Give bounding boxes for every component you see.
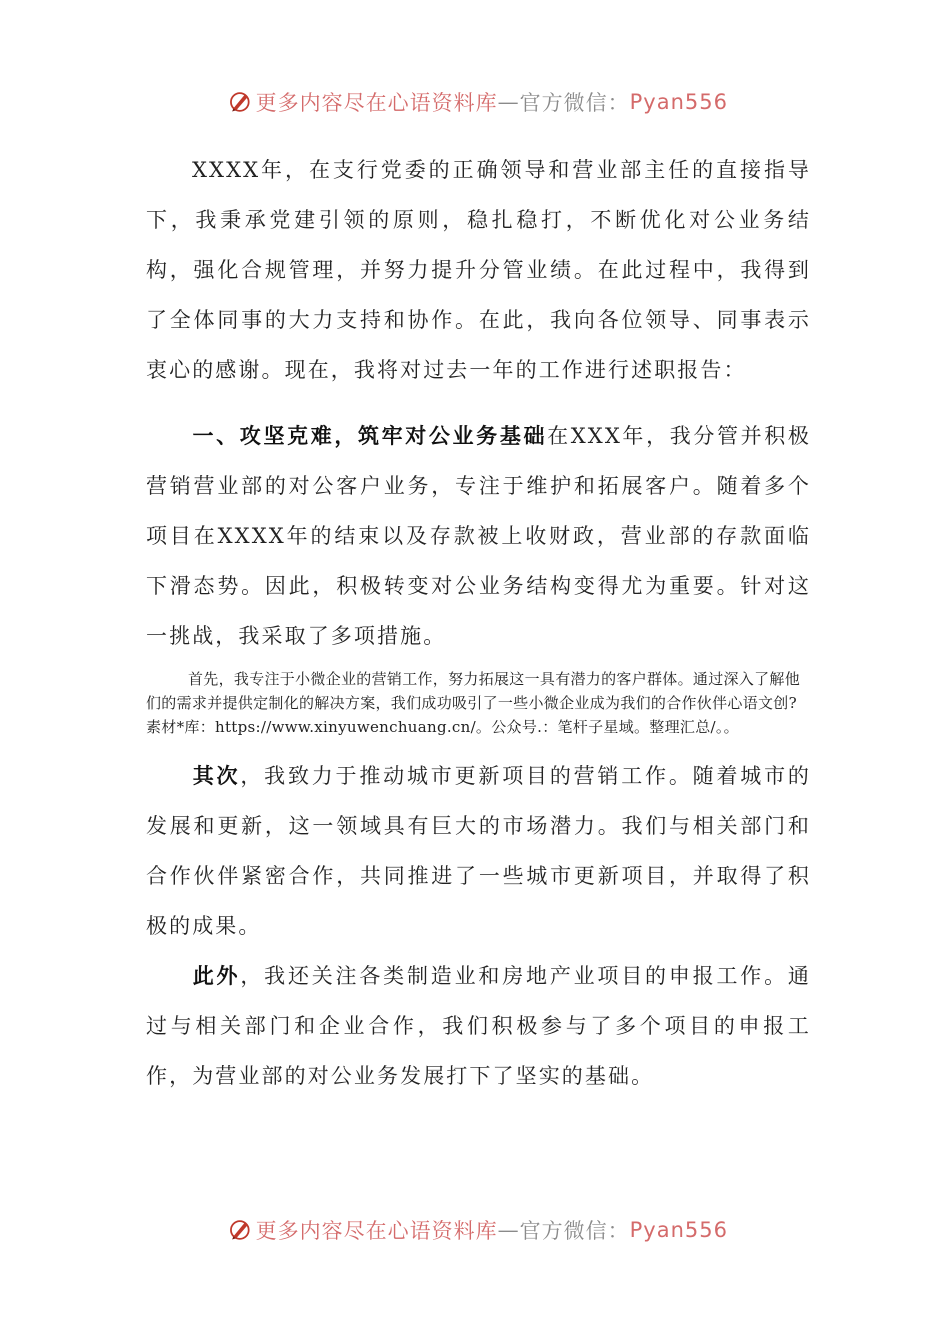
banner-wechat-id: Pyan556 [629,90,728,114]
footer-banner [228,1210,728,1250]
pen-nib-logo-icon [228,1210,252,1250]
banner-wechat-label: 官方微信： [519,1219,630,1243]
pen-nib-logo-icon [228,82,252,122]
second-point-text: ，我致力于推动城市更新项目的营销工作。随着城市的发展和更新，这一领域具有巨大的市场潜力。我们与相关部门和合作伙伴紧密合作，共同推进了一些城市更新项目，并取得了积极的成果。 [146,764,811,938]
second-point-paragraph [146,751,811,951]
banner-title: 更多内容尽在心语资料库 [255,1219,498,1243]
banner-wechat-label: 官方微信： [519,91,630,115]
first-point-paragraph [146,667,811,739]
intro-paragraph [146,145,811,395]
banner-title: 更多内容尽在心语资料库 [255,91,498,115]
document-body [146,145,811,1101]
second-point-lead: 其次 [192,763,241,788]
section1-heading: 一、攻坚克难，筑牢对公业务基础 [192,423,548,448]
section1-paragraph [146,411,811,661]
banner-wechat-id: Pyan556 [629,1218,728,1242]
first-point-text: 首先，我专注于小微企业的营销工作，努力拓展这一具有潜力的客户群体。通过深入了解他们的需求并提供定制化的解决方案，我们成功吸引了一些小微企业成为我们的合作伙伴心语文创?素材*库：https://www.xinyuwenchuang.cn/。公众号.：笔杆子星域。整理汇总/。。 [146,670,801,736]
third-point-paragraph [146,951,811,1101]
banner-separator: — [497,90,520,114]
intro-text: XXXX年，在支行党委的正确领导和营业部主任的直接指导下，我秉承党建引领的原则，稳扎稳打，不断优化对公业务结构，强化合规管理，并努力提升分管业绩。在此过程中，我得到了全体同事的大力支持和协作。在此，我向各位领导、同事表示衷心的感谢。现在，我将对过去一年的工作进行述职报告： [146,158,811,382]
section1-text: 在XXX年，我分管并积极营销营业部的对公客户业务，专注于维护和拓展客户。随着多个项目在XXXX年的结束以及存款被上收财政，营业部的存款面临下滑态势。因此，积极转变对公业务结构变得尤为重要。针对这一挑战，我采取了多项措施。 [146,424,811,648]
header-banner [228,82,728,122]
third-point-lead: 此外 [192,963,241,988]
banner-separator: — [497,1218,520,1242]
third-point-text: ，我还关注各类制造业和房地产业项目的申报工作。通过与相关部门和企业合作，我们积极参与了多个项目的申报工作，为营业部的对公业务发展打下了坚实的基础。 [146,964,811,1088]
